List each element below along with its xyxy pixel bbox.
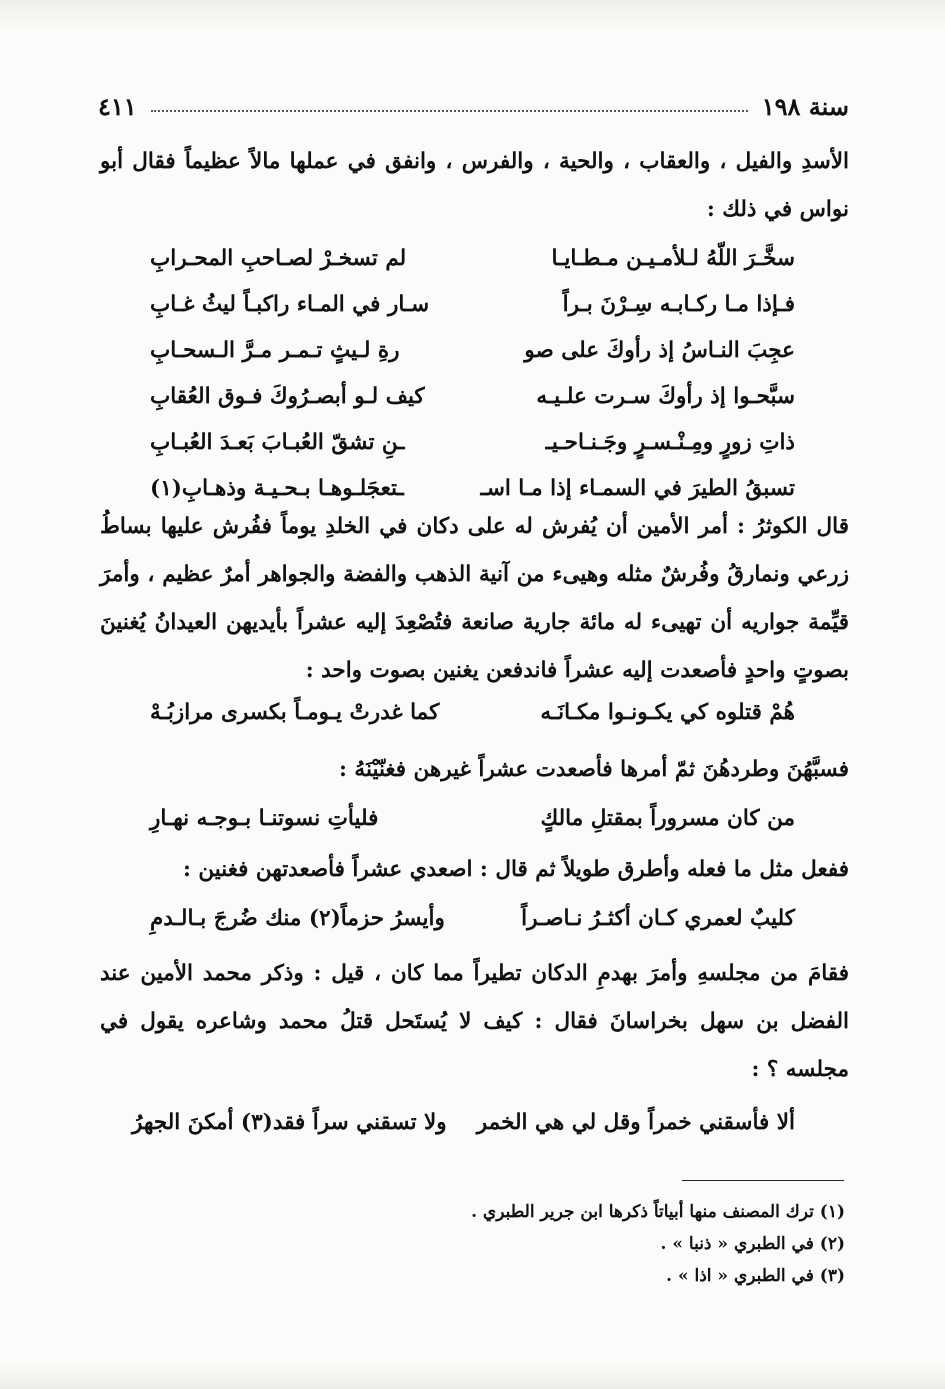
poem-block-2 (150, 690, 795, 736)
page-number: ٤١١ (98, 91, 137, 121)
verse-line (150, 796, 795, 842)
verse-first-hemistich: ذاتِ زورٍ ومِـنْـسـرٍ وجَـنـاحـيـ (545, 430, 795, 455)
footnote-3: (٣) في الطبري « اذا » . (666, 1266, 845, 1286)
verse-second-hemistich: وأيسرُ حزماً(٢) منك ضُرجَ بـالـدمِ (150, 906, 445, 931)
verse-first-hemistich: ألا فأسقني خمراً وقل لي هي الخمر (476, 1110, 795, 1135)
paragraph-1: الأسدِ والفيل ، والعقاب ، والحية ، والفرس ، وانفق في عملها مالاً عظيماً فقال أبو نواس في ذلك : (100, 149, 849, 222)
verse-first-hemistich: هُمْ قتلوه كي يكـونـوا مكـانَـه (540, 700, 795, 725)
header-dot-leader (151, 110, 748, 112)
verse-second-hemistich: كيف لـو أبصـرُوكَ فـوق العُقابِ (150, 384, 425, 409)
poem-block-3 (150, 796, 795, 842)
scan-edge-bottom (0, 1363, 945, 1389)
poem-block-1 (150, 236, 795, 512)
verse-second-hemistich: ـتعجَلـوهـا بـحـيـة وذهـابِ(١) (150, 476, 404, 501)
verse-line (150, 374, 795, 420)
verse-second-hemistich: ـنِ تشقّ العُبـابَ بَعـدَ العُبـابِ (150, 430, 405, 455)
verse-second-hemistich: ولا تسقني سراً فقد(٣) أمكنَ الجهرُ (132, 1110, 447, 1135)
poem-block-5 (132, 1100, 795, 1146)
verse-line (150, 328, 795, 374)
scan-edge-top (0, 0, 945, 30)
header-year: سنة ١٩٨ (761, 91, 849, 121)
footnote-separator (682, 1180, 844, 1181)
verse-first-hemistich: كليبٌ لعمري كـان أكثـرُ نـاصـراً (521, 906, 795, 931)
verse-second-hemistich: كما غدرتْ يـومـاً بكسرى مرازبُـهْ (150, 700, 440, 725)
verse-second-hemistich: فليأتِ نسوتنـا بـوجـه نهـارِ (150, 806, 379, 831)
poem-block-4 (150, 896, 795, 942)
verse-line (150, 236, 795, 282)
verse-line (132, 1100, 795, 1146)
verse-first-hemistich: سخَّـرَ اللّهُ لـلأمـيـن مـطـايـا (551, 246, 795, 271)
verse-first-hemistich: من كان مسروراً بمقتلِ مالكٍ (540, 806, 795, 831)
verse-line (150, 896, 795, 942)
paragraph-3: فسبَّهُنَ وطردهُنَ ثمّ أمرها فأصعدت عشراً غيرهن فغنّيْنَهُ : (339, 757, 849, 782)
footnotes (100, 1196, 845, 1292)
verse-second-hemistich: لم تسخـرْ لصـاحبِ المحـرابِ (150, 246, 407, 271)
verse-line (150, 690, 795, 736)
paragraph-4: ففعل مثل ما فعله وأطرق طويلاً ثم قال : اصعدي عشراً فأصعدتهن فغنين : (183, 857, 849, 882)
paragraph-2: قال الكوثرُ : أمر الأمين أن يُفرش له على دكان في الخلدِ يوماً ففُرش عليها بساطُ زرعي ونمارقُ وفُرشٌ مثله وهيىء من آنية الذهب والفضة والجواهر أمرٌ عظيم ، وأمرَ قيِّمة جواريه أن تهيىء له مائة جارية صانعة فتُصْعِدَ إليه عشراً بأيديهن العيدانُ يُغنينَ بصوتٍ واحدٍ فأصعدت إليه عشراً فاندفعن يغنين بصوت واحد : (100, 514, 849, 683)
verse-line (150, 420, 795, 466)
verse-first-hemistich: عجِبَ النـاسُ إذ رأوكَ على صو (524, 338, 795, 363)
footnote-2: (٢) في الطبري « ذنبا » . (660, 1234, 845, 1254)
verse-line (150, 282, 795, 328)
verse-first-hemistich: سبَّحـوا إذ رأوكَ سـرت علـيـه (536, 384, 795, 409)
verse-second-hemistich: سـار في المـاء راكبـاً ليثُ غـابِ (150, 292, 430, 317)
paragraph-5: فقامَ من مجلسهِ وأمرَ بهدمِ الدكان تطيراً مما كان ، قيل : وذكر محمد الأمين عند الفضل بن سهل بخراسانَ فقال : كيف لا يُستَحل قتلُ محمد وشاعره يقول في مجلسه ؟ : (100, 961, 849, 1082)
verse-second-hemistich: رةِ لـيثٍ تـمـر مـرَّ الـسحـابِ (150, 338, 400, 363)
verse-first-hemistich: فـإذا مـا ركـابـه سِـرْنَ بـراً (562, 292, 795, 317)
verse-first-hemistich: تسبقُ الطيرَ في السمـاء إذا مـا اسـ (480, 476, 795, 501)
page-header (98, 84, 849, 128)
footnote-1: (١) ترك المصنف منها أبياتاً ذكرها ابن جرير الطبري . (471, 1202, 845, 1222)
